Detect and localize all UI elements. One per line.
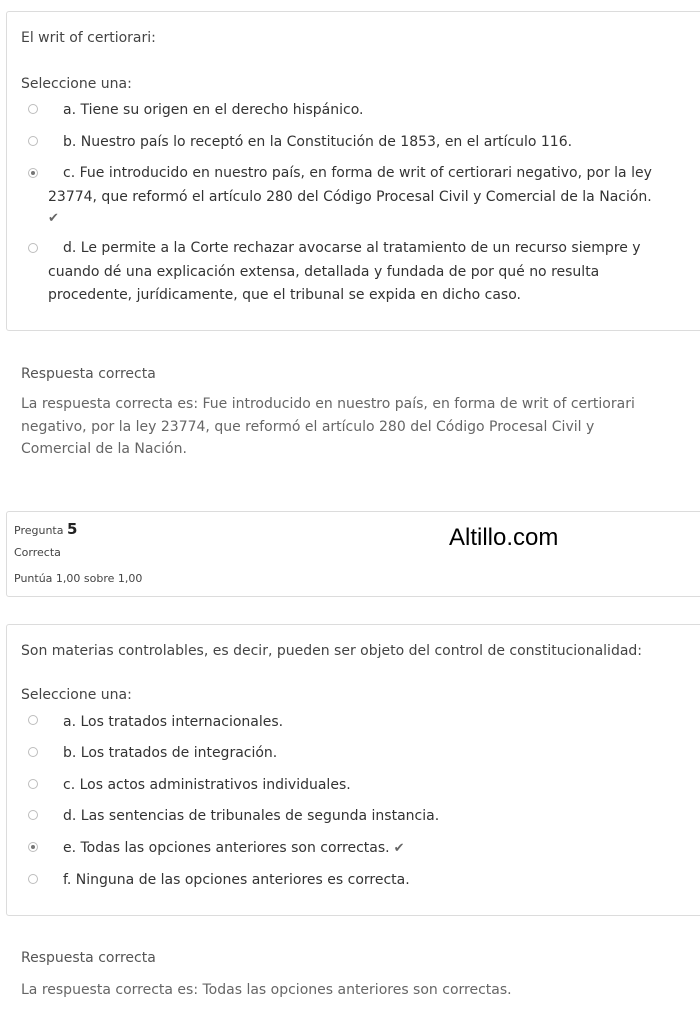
question-grade: Puntúa 1,00 sobre 1,00 [14, 572, 143, 585]
option-c-label: c. Fue introducido en nuestro país, en forma de writ of certiorari negativo, por la ley 23774, que reformó el artículo 280 del Código Procesal Civil y Comercial de la Nación. [48, 165, 652, 205]
option-c-label: c. Los actos administrativos individuales. [63, 777, 351, 793]
feedback-text: La respuesta correcta es: Fue introducido en nuestro país, en forma de writ of certiorari negativo, por la ley 23774, que reformó el artículo 280 del Código Procesal Civil y Comercial de la Nación. [21, 396, 635, 457]
question-state: Correcta [14, 546, 61, 559]
correct-check-icon: ✔ [48, 211, 59, 226]
radio-option-f[interactable] [28, 874, 38, 884]
option-a-label: a. Los tratados internacionales. [63, 714, 284, 730]
radio-option-c[interactable] [28, 168, 38, 178]
radio-option-c[interactable] [28, 779, 38, 789]
option-f-label: f. Ninguna de las opciones anteriores es correcta. [63, 872, 410, 888]
feedback-text: La respuesta correcta es: Todas las opciones anteriores son correctas. [21, 982, 512, 998]
select-prompt: Seleccione una: [21, 687, 132, 703]
feedback-title: Respuesta correcta [21, 950, 156, 966]
option-b-label: b. Nuestro país lo receptó en la Constitución de 1853, en el artículo 116. [63, 134, 573, 150]
question-text: El writ of certiorari: [21, 30, 156, 46]
watermark: Altillo.com [449, 524, 559, 551]
option-b-label: b. Los tratados de integración. [63, 745, 278, 761]
radio-option-a[interactable] [28, 104, 38, 114]
correct-check-icon: ✔ [393, 841, 405, 856]
feedback-title: Respuesta correcta [21, 366, 156, 382]
option-a-label: a. Tiene su origen en el derecho hispánico. [63, 102, 364, 118]
option-e-label: e. Todas las opciones anteriores son correctas. ✔ [63, 840, 405, 856]
radio-option-b[interactable] [28, 747, 38, 757]
radio-option-d[interactable] [28, 810, 38, 820]
option-d-label: d. Las sentencias de tribunales de segunda instancia. [63, 808, 440, 824]
radio-option-e[interactable] [28, 842, 38, 852]
radio-option-b[interactable] [28, 136, 38, 146]
radio-option-d[interactable] [28, 243, 38, 253]
radio-option-a[interactable] [28, 715, 38, 725]
question-number: Pregunta 5 [14, 520, 78, 538]
option-d-label: d. Le permite a la Corte rechazar avocarse al tratamiento de un recurso siempre y cuando dé una explicación extensa, detallada y fundada de por qué no resulta procedente, jurídicamente, que el tribunal se expida en dicho caso. [48, 240, 641, 303]
select-prompt: Seleccione una: [21, 76, 132, 92]
question-text: Son materias controlables, es decir, pueden ser objeto del control de constitucionalidad: [21, 643, 643, 659]
